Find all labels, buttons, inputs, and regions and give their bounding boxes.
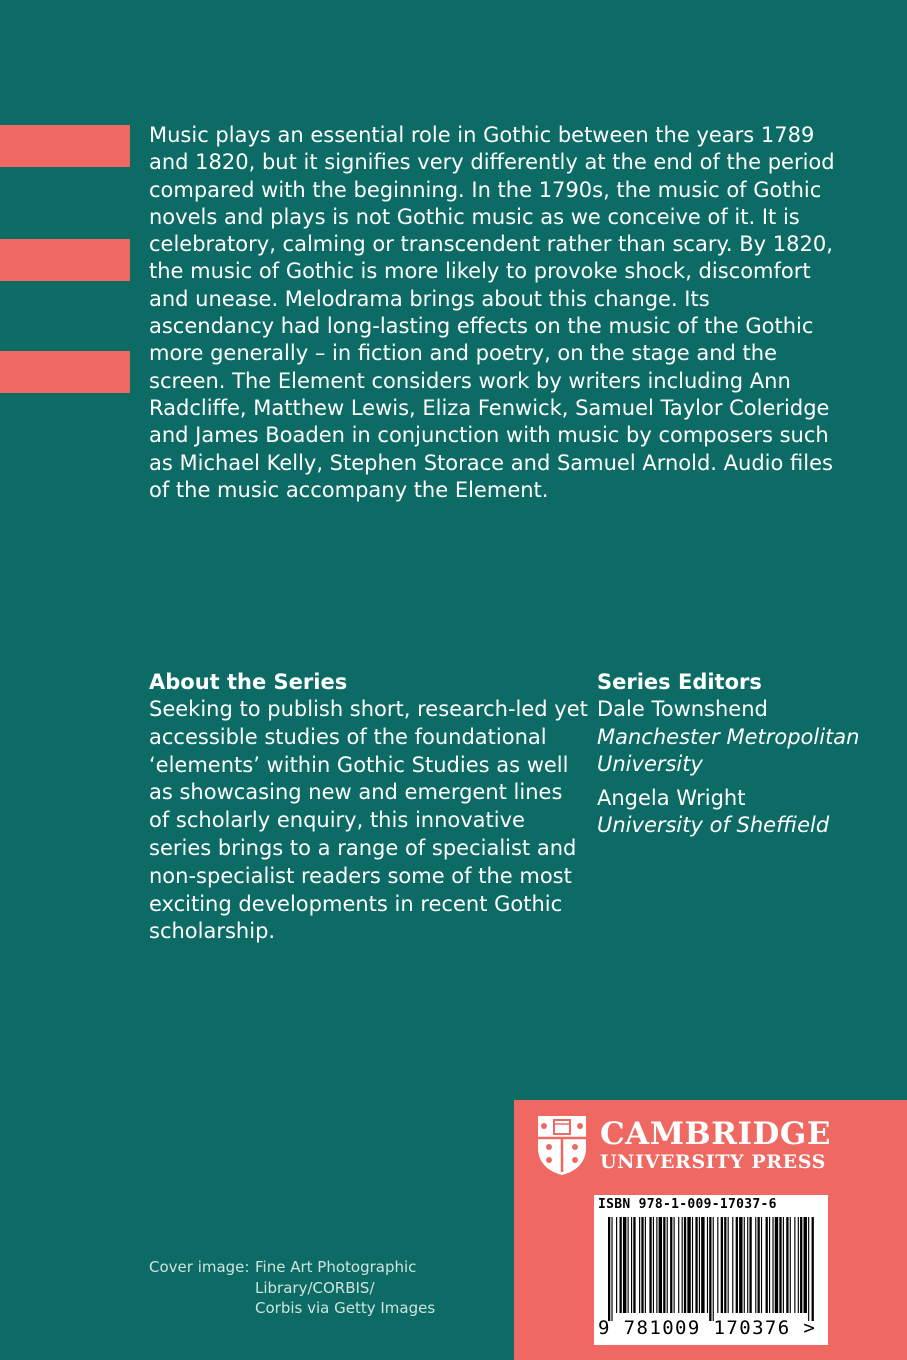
- barcode-bar: [717, 1217, 718, 1313]
- isbn-barcode: [594, 1195, 828, 1345]
- editor-affiliation: University of Sheffield: [597, 813, 830, 837]
- barcode-bar: [736, 1217, 738, 1313]
- barcode-bar: [747, 1217, 748, 1313]
- barcode-bar: [628, 1217, 629, 1313]
- barcode-bar: [670, 1217, 672, 1313]
- barcode-bar: [649, 1217, 651, 1313]
- barcode-bar: [772, 1217, 773, 1313]
- barcode-bar: [744, 1217, 745, 1313]
- barcode-bar: [678, 1217, 679, 1313]
- barcode-bar: [804, 1217, 807, 1313]
- barcode-bar: [663, 1217, 665, 1313]
- barcode-bar: [674, 1217, 675, 1313]
- book-blurb: Music plays an essential role in Gothic between the years 1789 and 1820, but it signifies very differently at the end of the period compared with the beginning. In the 1790s, the music of Gothic novels and plays is not Gothic music as we conceive of it. It is celebratory, calming or transcendent rather than scary. By 1820, the music of Gothic is more likely to provoke shock, discomfort and unease. Melodrama brings about this change. Its ascendancy had long-lasting effects on the music of the Gothic more generally – in fiction and poetry, on the stage and the screen. The Element considers work by writers including Ann Radcliffe, Matthew Lewis, Eliza Fenwick, Samuel Taylor Coleridge and James Boaden in conjunction with music by composers such as Michael Kelly, Stephen Storace and Samuel Arnold. Audio files of the music accompany the Element.: [149, 123, 835, 502]
- series-editors-section: [597, 668, 897, 846]
- barcode-bar: [721, 1217, 723, 1313]
- barcode-bar: [692, 1217, 693, 1313]
- credit-label: Cover image:: [149, 1258, 250, 1276]
- credit-line: Library/CORBIS/: [255, 1278, 375, 1297]
- about-series-text: Seeking to publish short, research-led yet accessible studies of the foundational ‘elements’ within Gothic Studies as well as showcasing new and emergent lines of scholarly enquiry, this innovative series brings to a range of specialist and non-specialist readers some of the most exciting developments in recent Gothic scholarship.: [149, 697, 588, 944]
- barcode-bar: [775, 1217, 778, 1313]
- barcode-bar: [800, 1217, 802, 1313]
- cambridge-crest-icon: [536, 1114, 588, 1176]
- editor-entry: [597, 785, 897, 840]
- editor-name: Angela Wright: [597, 785, 746, 810]
- barcode-bar: [808, 1217, 809, 1321]
- barcode-bar: [659, 1217, 662, 1313]
- series-editors-heading: Series Editors: [597, 670, 762, 694]
- credit-line: Fine Art Photographic: [255, 1258, 417, 1276]
- barcode-bar: [656, 1217, 657, 1313]
- accent-bar-middle: [0, 239, 130, 281]
- publisher-logo: [536, 1114, 831, 1176]
- barcode-digits: 9 781009 170376 >: [598, 1317, 817, 1339]
- editor-affiliation: Manchester Metropolitan University: [597, 724, 860, 776]
- barcode-bar: [798, 1217, 799, 1313]
- barcode-bars: [608, 1217, 816, 1321]
- barcode-bar: [707, 1217, 708, 1313]
- isbn-text: ISBN 978-1-009-17037-6: [598, 1197, 777, 1212]
- about-series-section: [149, 668, 589, 946]
- barcode-bar: [739, 1217, 742, 1313]
- cover-image-credit: [149, 1257, 509, 1319]
- barcode-bar: [812, 1217, 814, 1321]
- barcode-bar: [641, 1217, 643, 1313]
- barcode-bar: [667, 1217, 668, 1313]
- barcode-bar: [724, 1217, 726, 1313]
- editor-name: Dale Townshend: [597, 697, 768, 721]
- barcode-bar: [684, 1217, 686, 1313]
- barcode-bar: [639, 1217, 640, 1313]
- publisher-subname: UNIVERSITY PRESS: [600, 1151, 826, 1173]
- barcode-bar: [783, 1217, 784, 1313]
- barcode-bar: [645, 1217, 646, 1313]
- accent-bar-top: [0, 125, 130, 167]
- publisher-panel: [514, 1100, 907, 1360]
- credit-line: Corbis via Getty Images: [255, 1299, 436, 1317]
- barcode-bar: [701, 1217, 704, 1313]
- barcode-bar: [713, 1217, 714, 1321]
- barcode-bar: [709, 1217, 711, 1321]
- barcode-bar: [695, 1217, 697, 1313]
- barcode-bar: [758, 1217, 760, 1313]
- barcode-bar: [623, 1217, 626, 1313]
- barcode-bar: [794, 1217, 795, 1313]
- publisher-name: CAMBRIDGE: [600, 1116, 831, 1152]
- barcode-bar: [631, 1217, 632, 1313]
- barcode-bar: [682, 1217, 683, 1313]
- barcode-bar: [633, 1217, 635, 1313]
- accent-bar-bottom: [0, 351, 130, 393]
- editor-entry: [597, 696, 897, 779]
- barcode-bar: [653, 1217, 654, 1313]
- barcode-bar: [728, 1217, 729, 1313]
- barcode-bar: [786, 1217, 788, 1313]
- barcode-bar: [749, 1217, 751, 1313]
- barcode-bar: [769, 1217, 770, 1313]
- barcode-bar: [790, 1217, 791, 1313]
- barcode-bar: [761, 1217, 762, 1313]
- barcode-bar: [732, 1217, 733, 1313]
- barcode-bar: [766, 1217, 768, 1313]
- about-series-heading: About the Series: [149, 670, 348, 694]
- barcode-bar: [755, 1217, 756, 1313]
- barcode-bar: [687, 1217, 690, 1313]
- barcode-bar: [611, 1217, 612, 1321]
- barcode-bar: [620, 1217, 622, 1313]
- barcode-bar: [616, 1217, 617, 1313]
- barcode-bar: [779, 1217, 781, 1313]
- barcode-bar: [608, 1217, 610, 1321]
- barcode-bar: [699, 1217, 700, 1313]
